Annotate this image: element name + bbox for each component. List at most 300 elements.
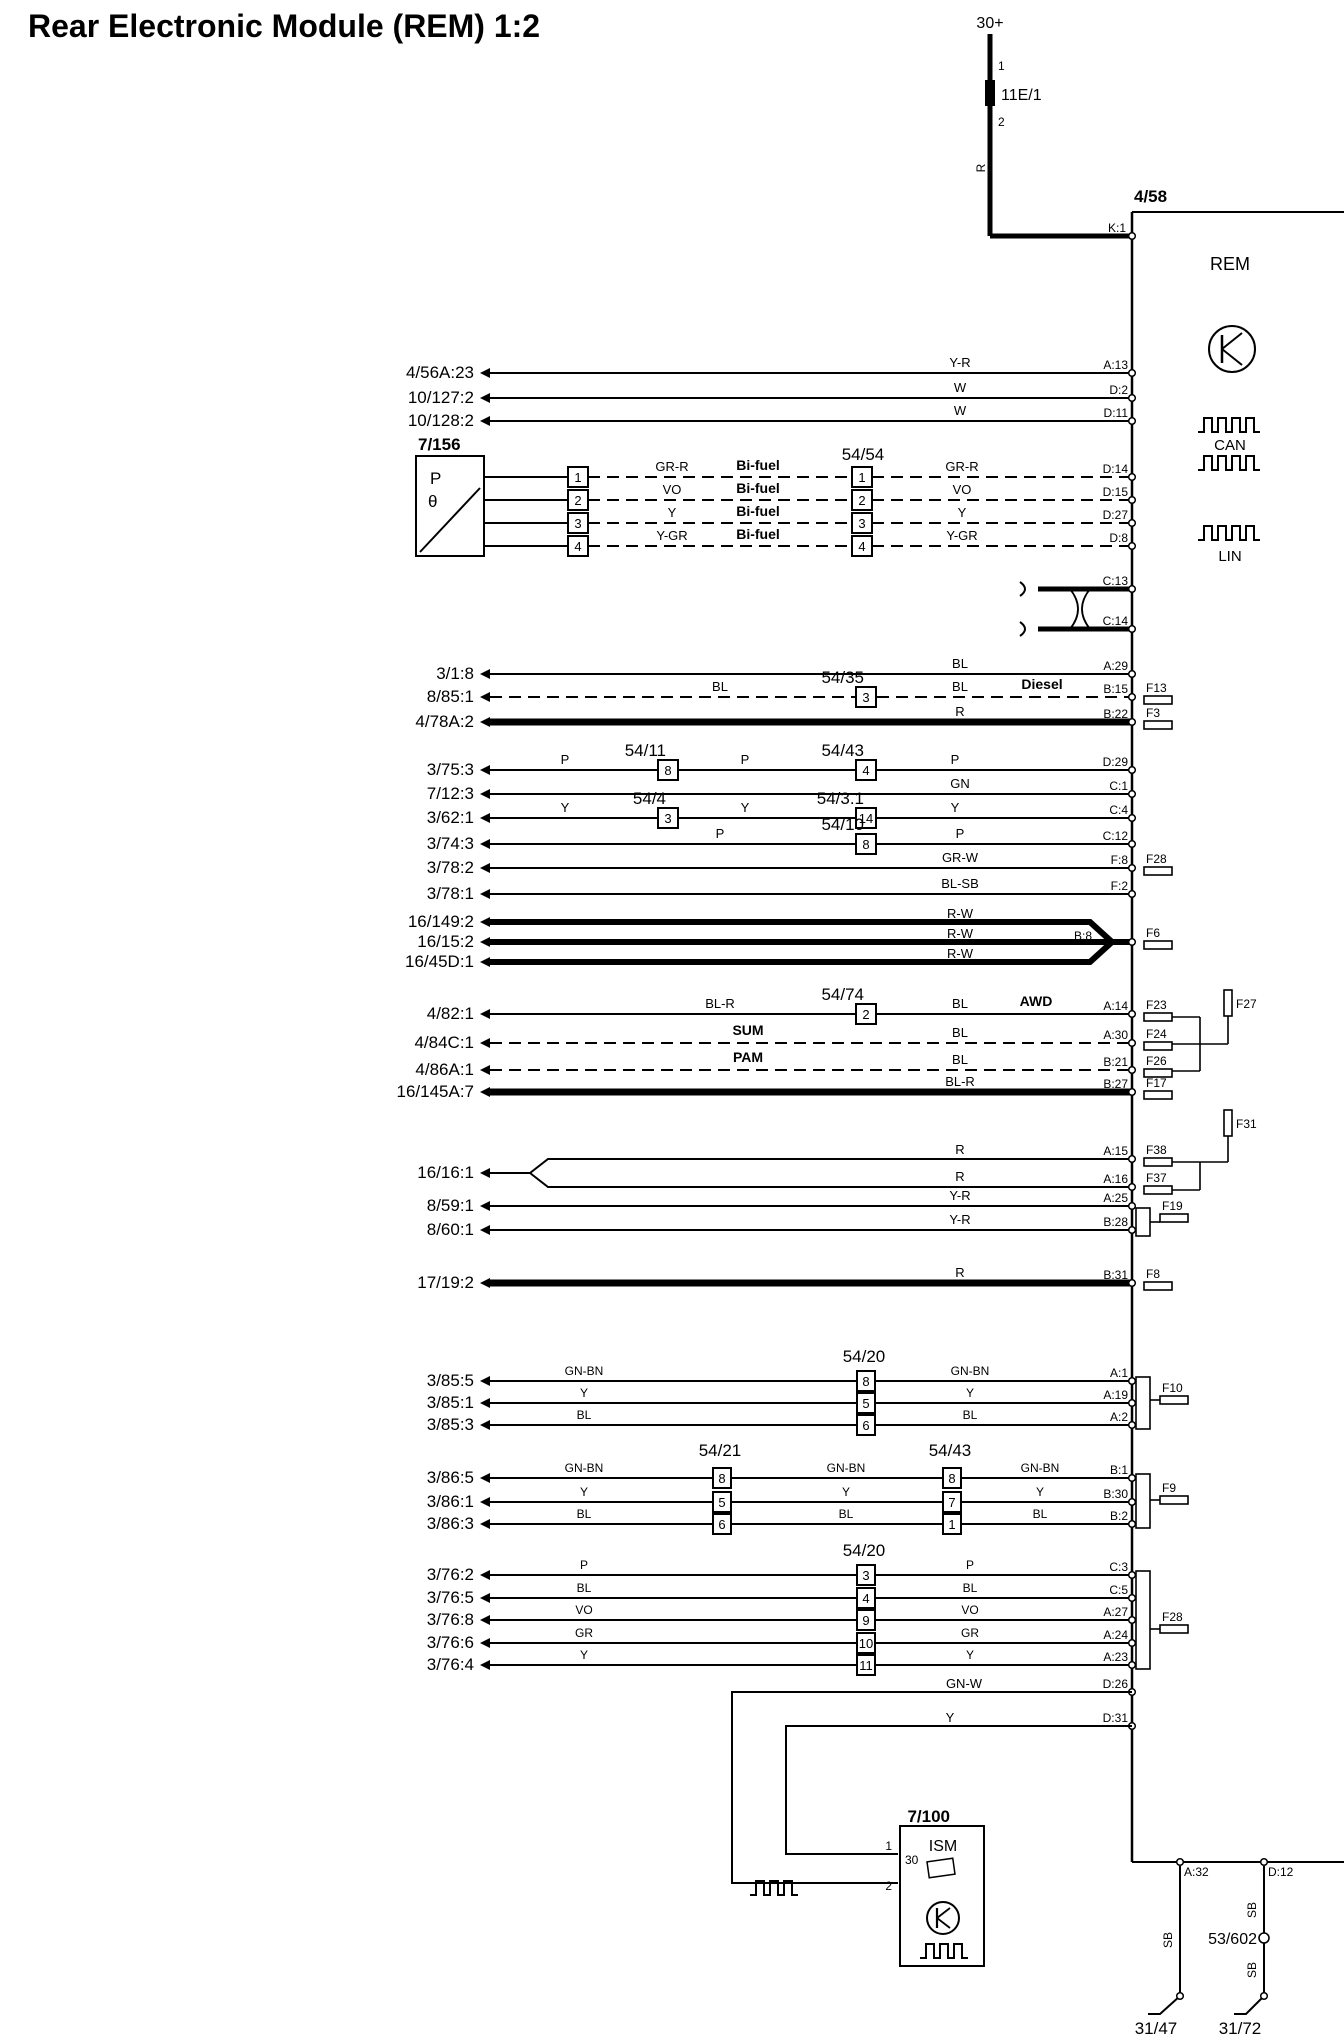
pin-label: C:14 — [1102, 614, 1128, 628]
fuse-label: F3 — [1146, 706, 1161, 720]
lin-label: LIN — [1218, 548, 1242, 565]
ground-wire — [1234, 1996, 1264, 2014]
splice-label: 53/602 — [1208, 1931, 1257, 1948]
fuse-label: F28 — [1146, 852, 1167, 866]
connector-label: 3/74:3 — [426, 834, 474, 853]
connector-pin-number: 6 — [862, 1418, 870, 1433]
pin-label: B:27 — [1103, 1077, 1128, 1091]
wire-color: P — [740, 752, 750, 767]
fuse-symbol — [1144, 1282, 1172, 1290]
connector-label: 3/76:6 — [426, 1633, 474, 1652]
connector-label: 8/85:1 — [426, 687, 474, 706]
wire-note: Bi-fuel — [736, 457, 780, 473]
connector-ref: 54/10 — [821, 815, 864, 834]
wire-color: BL — [576, 1507, 592, 1521]
connector-pin-number: 2 — [858, 493, 866, 508]
pin-terminal — [1129, 1089, 1136, 1096]
wire-color: R-W — [947, 946, 973, 961]
connector-pin-number: 2 — [574, 493, 582, 508]
wire-color: GR — [961, 1626, 979, 1640]
wire-color: BL-R — [945, 1074, 975, 1089]
wire-note: Diesel — [1021, 676, 1063, 692]
pin-terminal — [1129, 1067, 1136, 1074]
connector-ref: 54/21 — [698, 1441, 742, 1460]
pin-label: D:11 — [1103, 406, 1128, 420]
pin-terminal — [1129, 543, 1136, 550]
pin-label: B:28 — [1103, 1215, 1128, 1229]
pin-terminal — [1261, 1859, 1268, 1866]
fuse-label: F31 — [1236, 1117, 1257, 1131]
connector-label: 3/75:3 — [426, 760, 474, 779]
pin-terminal — [1129, 520, 1136, 527]
pin-terminal — [1129, 1662, 1136, 1669]
fuse-label: F24 — [1146, 1027, 1167, 1041]
wire-note: Bi-fuel — [736, 480, 780, 496]
pin-terminal — [1129, 1572, 1136, 1579]
wire-color: VO — [952, 482, 972, 497]
connector-ref: 54/43 — [928, 1441, 972, 1460]
transistor-icon — [1222, 333, 1242, 349]
wire-color: BL — [838, 1507, 854, 1521]
fuse-label: F19 — [1162, 1199, 1183, 1213]
fuse-label: F13 — [1146, 681, 1167, 695]
arrow-head — [480, 1087, 490, 1097]
wire-color: GR-R — [945, 459, 979, 474]
pin-terminal — [1129, 497, 1136, 504]
fuse-symbol — [1144, 1186, 1172, 1194]
arrow-head — [480, 889, 490, 899]
wire-color: GN-BN — [1020, 1461, 1060, 1475]
connector-pin-number: 6 — [718, 1517, 726, 1532]
wire-color: BL — [962, 1581, 978, 1595]
wire-color: Y — [579, 1648, 589, 1662]
fuse-bracket — [1136, 1474, 1150, 1528]
gear-selector-icon — [927, 1858, 955, 1877]
fuse-bracket — [1136, 1208, 1150, 1236]
fuse-label: F23 — [1146, 998, 1167, 1012]
ism-name: ISM — [928, 1838, 958, 1855]
connector-pin-number: 5 — [862, 1396, 870, 1411]
connector-label: 8/59:1 — [426, 1196, 474, 1215]
pin-label: K:1 — [1107, 221, 1126, 235]
pin-label: C:5 — [1109, 1583, 1128, 1597]
connector-pin-number: 5 — [718, 1495, 726, 1510]
fuse-label: F38 — [1146, 1143, 1167, 1157]
arrow-head — [480, 416, 490, 426]
fuse-symbol — [1144, 1042, 1172, 1050]
transistor-icon — [1209, 326, 1255, 372]
wire-color: GN-W — [945, 1676, 983, 1691]
pin-label: 30 — [905, 1853, 919, 1867]
wire-color: BL — [962, 1408, 978, 1422]
pin-terminal — [1129, 395, 1136, 402]
arrow-head — [480, 1420, 490, 1430]
wire-color: SB — [1245, 1901, 1259, 1919]
connector-pin-number: 3 — [858, 516, 866, 531]
arrow-head — [480, 1593, 490, 1603]
connector-label: 4/78A:2 — [415, 712, 474, 731]
arrow-head — [480, 917, 490, 927]
pin-label: D:26 — [1102, 1677, 1128, 1691]
connector-label: 16/45D:1 — [405, 952, 474, 971]
wire-note: PAM — [732, 1049, 764, 1065]
connector-pin-number: 4 — [574, 539, 582, 554]
connector-label: 8/60:1 — [426, 1220, 474, 1239]
pin-label: A:32 — [1184, 1865, 1209, 1879]
pin-label: B:15 — [1103, 682, 1128, 696]
pin-terminal — [1129, 767, 1136, 774]
wire-color: SB — [1161, 1931, 1175, 1949]
fuse-bracket — [1136, 1377, 1150, 1429]
arrow-head — [480, 1570, 490, 1580]
component-ref: 7/156 — [418, 435, 461, 454]
wire-color: P — [950, 752, 960, 767]
wire-color: Y — [965, 1648, 975, 1662]
sensor-symbol-p: P — [430, 469, 442, 488]
pin-terminal — [1129, 586, 1136, 593]
splice-icon — [1259, 1933, 1269, 1943]
pin-terminal — [1129, 1422, 1136, 1429]
fuse-label: F28 — [1162, 1610, 1183, 1624]
pin-terminal — [1129, 370, 1136, 377]
pin-terminal — [1129, 841, 1136, 848]
connector-label: 4/86A:1 — [415, 1060, 474, 1079]
fuse-label: F6 — [1146, 926, 1161, 940]
fuse-symbol — [1160, 1625, 1188, 1633]
fuse-label: 11E/1 — [1001, 87, 1042, 104]
arrow-head — [480, 692, 490, 702]
pin-terminal — [1129, 474, 1136, 481]
fuse-symbol — [1144, 941, 1172, 949]
wire-color: BL-R — [705, 996, 735, 1011]
pin-terminal — [1129, 233, 1136, 240]
pin-terminal — [1129, 1227, 1136, 1234]
pin-label: C:4 — [1109, 803, 1128, 817]
connector-pin-number: 3 — [574, 516, 582, 531]
pin-label: D:27 — [1102, 508, 1128, 522]
wire-color: P — [955, 826, 965, 841]
pin-label: C:12 — [1102, 829, 1128, 843]
pin-terminal — [1129, 418, 1136, 425]
fuse-symbol — [1160, 1214, 1188, 1222]
pin-terminal — [1129, 1617, 1136, 1624]
connector-ref: 54/54 — [841, 445, 885, 464]
pin-terminal — [1177, 1859, 1184, 1866]
wire-color: BL — [952, 656, 968, 671]
connector-pin-number: 2 — [862, 1007, 870, 1022]
can-label: CAN — [1214, 437, 1246, 454]
wire-color: GR-W — [941, 850, 979, 865]
fuse-symbol — [1224, 990, 1232, 1016]
connector-label: 3/76:4 — [426, 1655, 474, 1674]
fuse-symbol — [1144, 867, 1172, 875]
arrow-head — [480, 1638, 490, 1648]
pin-label: A:1 — [1109, 1366, 1128, 1380]
arrow-head — [480, 1225, 490, 1235]
arrow-head — [480, 1038, 490, 1048]
wire-color: VO — [662, 482, 682, 497]
connector-label: 3/85:5 — [426, 1371, 474, 1390]
wire-color: R — [974, 163, 988, 173]
pin-label: B:21 — [1103, 1055, 1128, 1069]
connector-pin-number: 8 — [862, 837, 870, 852]
fuse-pin: 1 — [998, 59, 1005, 73]
wire-color: R — [955, 1142, 965, 1157]
fuse-symbol — [1224, 1110, 1232, 1136]
connector-pin-number: 4 — [862, 1591, 870, 1606]
connector-ref: 54/20 — [842, 1347, 886, 1366]
fuse-symbol — [1160, 1396, 1188, 1404]
connector-label: 16/16:1 — [417, 1163, 474, 1182]
twist-icon — [1070, 589, 1090, 629]
wire-color: GN-BN — [564, 1364, 604, 1378]
connector-pin-number: 1 — [858, 470, 866, 485]
connector-label: 3/76:2 — [426, 1565, 474, 1584]
wire-color: BL — [952, 996, 968, 1011]
pin-label: D:15 — [1102, 485, 1128, 499]
pin-terminal — [1129, 1184, 1136, 1191]
pin-terminal — [1129, 891, 1136, 898]
pin-terminal — [1129, 865, 1136, 872]
wire-color: BL — [576, 1408, 592, 1422]
wire-color: R-W — [947, 926, 973, 941]
arrow-head — [480, 1398, 490, 1408]
arrow-head — [480, 1660, 490, 1670]
pin-terminal — [1261, 1993, 1268, 2000]
wire-color: R-W — [947, 906, 973, 921]
wire-color: GR-R — [655, 459, 689, 474]
wire-color: Y — [560, 800, 570, 815]
pin-terminal — [1129, 626, 1136, 633]
wire-color: GN — [950, 776, 970, 791]
pin-terminal — [1129, 791, 1136, 798]
ground-wire — [1148, 1996, 1180, 2014]
pin-label: C:3 — [1109, 1560, 1128, 1574]
transistor-icon — [1222, 349, 1242, 365]
pin-label: C:13 — [1102, 574, 1128, 588]
wire-color: Y-R — [949, 1188, 971, 1203]
connector-pin-number: 3 — [664, 811, 672, 826]
arrow-head — [480, 1497, 490, 1507]
pin-terminal — [1129, 1499, 1136, 1506]
pin-label: 2 — [885, 1879, 892, 1893]
wire-color: Y-GR — [656, 528, 688, 543]
supply-label: 30+ — [976, 15, 1004, 32]
arrow-head — [480, 1519, 490, 1529]
connector-pin-number: 3 — [862, 1568, 870, 1583]
wire-color: Y-R — [949, 1212, 971, 1227]
arrow-head — [480, 863, 490, 873]
connector-label: 16/145A:7 — [396, 1082, 474, 1101]
arrow-head — [480, 393, 490, 403]
pin-label: A:14 — [1103, 999, 1128, 1013]
wire-color: Y — [740, 800, 750, 815]
arrow-head — [480, 717, 490, 727]
connector-label: 3/78:1 — [426, 884, 474, 903]
connector-label: 3/86:1 — [426, 1492, 474, 1511]
wire-color: BL — [952, 1025, 968, 1040]
fuse-label: F8 — [1146, 1267, 1161, 1281]
pin-label: A:29 — [1103, 659, 1128, 673]
wire-note: SUM — [732, 1022, 764, 1038]
wire-color: VO — [575, 1603, 593, 1617]
arrow-head — [480, 1009, 490, 1019]
connector-pin-number: 1 — [948, 1517, 956, 1532]
wire-color: Y-R — [949, 355, 971, 370]
pin-terminal — [1129, 1156, 1136, 1163]
arrow-head — [480, 765, 490, 775]
wire-color: R — [955, 1265, 965, 1280]
pin-terminal — [1129, 1011, 1136, 1018]
connector-label: 7/12:3 — [426, 784, 474, 803]
fuse-pin: 2 — [998, 115, 1005, 129]
wire-color: R — [955, 1169, 965, 1184]
connector-pin-number: 4 — [862, 763, 870, 778]
connector-label: 3/62:1 — [426, 808, 474, 827]
connector-pin-number: 3 — [862, 690, 870, 705]
connector-ref: 54/43 — [821, 741, 864, 760]
wire-color: Y — [945, 1710, 955, 1725]
connector-label: 10/128:2 — [407, 411, 474, 430]
pin-label: B:1 — [1109, 1463, 1128, 1477]
pin-terminal — [1129, 1595, 1136, 1602]
wire-note: AWD — [1019, 993, 1053, 1009]
pin-label: A:27 — [1103, 1605, 1128, 1619]
sensor-symbol-theta: θ — [428, 492, 438, 511]
connector-label: 10/127:2 — [407, 388, 474, 407]
connector-ref: 54/3.1 — [816, 789, 864, 808]
fuse-symbol — [1144, 1091, 1172, 1099]
arrow-head — [480, 813, 490, 823]
pin-terminal — [1129, 939, 1136, 946]
pin-label: C:1 — [1109, 779, 1128, 793]
pin-label: A:23 — [1103, 1650, 1128, 1664]
wire-color: BL — [712, 679, 728, 694]
pin-label: D:31 — [1102, 1711, 1128, 1725]
connector-label: 3/86:5 — [426, 1468, 474, 1487]
wire-color: BL — [576, 1581, 592, 1595]
fuse-symbol — [1144, 721, 1172, 729]
arrow-head — [480, 937, 490, 947]
connector-label: 4/84C:1 — [414, 1033, 474, 1052]
arrow-head — [480, 839, 490, 849]
module-name: REM — [1210, 254, 1250, 274]
connector-label: 3/76:8 — [426, 1610, 474, 1629]
pin-terminal — [1129, 1475, 1136, 1482]
wire-color: Y — [579, 1485, 589, 1499]
arrow-head — [480, 1615, 490, 1625]
connector-label: 16/149:2 — [407, 912, 474, 931]
fuse-symbol — [1144, 1158, 1172, 1166]
wire-color: P — [579, 1558, 589, 1572]
fuse-bracket — [1136, 1571, 1150, 1669]
pin-terminal — [1129, 815, 1136, 822]
module-ref: 4/58 — [1134, 187, 1168, 206]
wire-color: P — [965, 1558, 975, 1572]
pin-terminal — [1129, 1640, 1136, 1647]
pin-label: F:2 — [1110, 879, 1128, 893]
connector-ref: 54/11 — [624, 741, 666, 760]
pin-label: B:2 — [1109, 1509, 1128, 1523]
connector-pin-number: 11 — [859, 1658, 873, 1673]
connector-label: 4/56A:23 — [405, 363, 474, 382]
pin-label: A:25 — [1103, 1191, 1128, 1205]
fuse-symbol — [1144, 696, 1172, 704]
pin-label: B:30 — [1103, 1487, 1128, 1501]
pin-terminal — [1129, 719, 1136, 726]
wire-color: P — [715, 826, 725, 841]
pin-label: D:29 — [1102, 755, 1128, 769]
connector-pin-number: 4 — [858, 539, 866, 554]
connector-pin-number: 8 — [862, 1374, 870, 1389]
connector-label: 3/78:2 — [426, 858, 474, 877]
arrow-head — [480, 1278, 490, 1288]
pin-label: D:14 — [1102, 462, 1128, 476]
fuse-label: F17 — [1146, 1076, 1167, 1090]
connector-label: 3/76:5 — [426, 1588, 474, 1607]
connector-pin-number: 7 — [948, 1495, 956, 1510]
pin-terminal — [1129, 671, 1136, 678]
wire-segment — [490, 1159, 1132, 1173]
connector-ref: 54/20 — [842, 1541, 886, 1560]
break-mark — [1020, 582, 1025, 636]
wire-color: Y — [950, 800, 960, 815]
arrow-head — [480, 1376, 490, 1386]
wire-color: Y — [841, 1485, 851, 1499]
lin-signal-icon — [1198, 526, 1260, 540]
connector-pin-number: 9 — [862, 1613, 870, 1628]
wire-color: Y — [667, 505, 677, 520]
pin-label: F:8 — [1110, 853, 1128, 867]
fuse-label: F27 — [1236, 997, 1257, 1011]
connector-label: 3/85:3 — [426, 1415, 474, 1434]
connector-label: 16/15:2 — [417, 932, 474, 951]
pin-terminal — [1129, 1040, 1136, 1047]
wire-color: P — [560, 752, 570, 767]
wire-color: Y-GR — [946, 528, 978, 543]
connector-pin-number: 14 — [858, 811, 874, 826]
wire-color: BL — [952, 1052, 968, 1067]
connector-ref: 54/74 — [821, 985, 864, 1004]
can-signal-icon — [1198, 456, 1260, 470]
can-signal-icon — [1198, 418, 1260, 432]
pin-label: A:2 — [1109, 1410, 1128, 1424]
connector-label: 4/82:1 — [426, 1004, 474, 1023]
connector-pin-number: 8 — [664, 763, 672, 778]
wire-color: Y — [957, 505, 967, 520]
connector-pin-number: 1 — [574, 470, 582, 485]
connector-pin-number: 8 — [718, 1471, 726, 1486]
wire-color: BL-SB — [941, 876, 979, 891]
page-title: Rear Electronic Module (REM) 1:2 — [28, 8, 541, 44]
fuse-label: F9 — [1162, 1481, 1177, 1495]
wire-color: BL — [1032, 1507, 1048, 1521]
arrow-head — [480, 957, 490, 967]
wire-note: Bi-fuel — [736, 503, 780, 519]
wire-color: W — [953, 403, 967, 418]
pin-label: A:15 — [1103, 1144, 1128, 1158]
pin-terminal — [1129, 1378, 1136, 1385]
arrow-head — [480, 1065, 490, 1075]
wire-color: Y — [965, 1386, 975, 1400]
pin-label: B:31 — [1103, 1268, 1128, 1282]
wire-color: GR — [575, 1626, 593, 1640]
connector-label: 3/1:8 — [436, 664, 474, 683]
wire-color: GN-BN — [564, 1461, 604, 1475]
wire-color: VO — [961, 1603, 979, 1617]
wire-color: Y — [1035, 1485, 1045, 1499]
arrow-head — [480, 1201, 490, 1211]
